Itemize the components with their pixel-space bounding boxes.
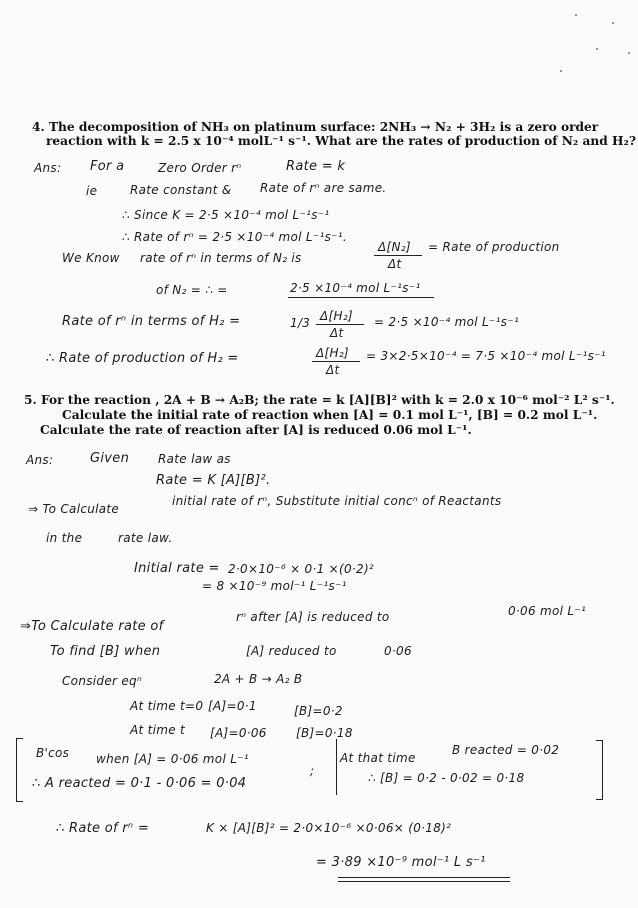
ans4-rate-terms-n2: rate of rⁿ in terms of N₂ is — [140, 251, 302, 265]
ans5-tt-a: [A]=0·06 — [210, 726, 267, 740]
ans4-rate-constant: Rate constant & — [130, 183, 232, 197]
result-underline — [288, 297, 434, 298]
ans5-to-calc-rate: ⇒To Calculate rate of — [20, 619, 164, 634]
ans5-0-06-mol: 0·06 mol L⁻¹ — [508, 604, 587, 618]
ans4-delta-t-3: Δt — [326, 363, 340, 377]
ans5-final-rate-expr: K × [A][B]² = 2·0×10⁻⁶ ×0·06× (0·18)² — [206, 821, 452, 835]
ans5-to-calculate: ⇒ To Calculate — [28, 502, 120, 516]
ans4-h2-rate: = 2·5 ×10⁻⁴ mol L⁻¹s⁻¹ — [374, 315, 520, 329]
box-at-that-time: At that time — [340, 751, 416, 765]
result-underline — [338, 881, 510, 882]
ans5-t0-a: [A]=0·1 — [208, 699, 257, 713]
q4-line-1: 4. The decomposition of NH₃ on platinum surface: 2NH₃ → N₂ + 3H₂ is a zero order — [32, 120, 599, 134]
fraction-bar — [316, 324, 364, 325]
ans5-initial-rate-result: = 8 ×10⁻⁹ mol⁻¹ L⁻¹s⁻¹ — [202, 579, 347, 593]
q5-line-2: Calculate the initial rate of reaction when [A] = 0.1 mol L⁻¹, [B] = 0.2 mol L⁻¹. — [62, 408, 598, 422]
box-separator: ; — [310, 764, 315, 778]
ans5-a-reduced-to: [A] reduced to — [246, 644, 337, 658]
ans4-production-h2: ∴ Rate of production of H₂ = — [46, 351, 239, 366]
ans5-tt-label: At time t — [130, 723, 186, 737]
ans4-same: Rate of rⁿ are same. — [260, 181, 387, 195]
speck-dot — [575, 14, 577, 16]
ans5-substitute: initial rate of rⁿ, Substitute initial concⁿ of Reactants — [172, 494, 502, 508]
ans4-delta-n2: Δ[N₂] — [378, 240, 411, 254]
ans4-rate-eq-k: Rate = k — [286, 159, 346, 174]
ans5-in-the: in the — [46, 531, 83, 545]
ans5-rate-law: rate law. — [118, 531, 173, 545]
speck-dot — [612, 22, 614, 24]
ans5-t0-b: [B]=0·2 — [294, 704, 343, 718]
ans5-0-06: 0·06 — [384, 644, 412, 658]
ans4-n2-result: 2·5 ×10⁻⁴ mol L⁻¹s⁻¹ — [290, 281, 421, 295]
ans4-rate-of-production: = Rate of production — [428, 240, 560, 254]
box-b-reacted: B reacted = 0·02 — [452, 743, 560, 757]
ans5-given: Given — [90, 451, 130, 466]
speck-dot — [596, 48, 598, 50]
ans5-rate-equation: Rate = K [A][B]². — [156, 473, 271, 488]
ans4-label: Ans: — [34, 161, 62, 175]
ans4-since-k: ∴ Since K = 2·5 ×10⁻⁴ mol L⁻¹s⁻¹ — [122, 208, 330, 222]
ans5-consider-eqn: Consider eqⁿ — [62, 674, 143, 688]
result-underline — [338, 877, 510, 878]
ans5-label: Ans: — [26, 453, 54, 467]
ans5-tt-b: [B]=0·18 — [296, 726, 353, 740]
ans4-of-n2: of N₂ = ∴ = — [156, 283, 228, 297]
ans4-delta-t: Δt — [388, 257, 402, 271]
ans5-initial-rate-expr: 2·0×10⁻⁶ × 0·1 ×(0·2)² — [228, 562, 375, 576]
ans4-ie: ie — [86, 184, 98, 198]
ans4-h2-result: = 3×2·5×10⁻⁴ = 7·5 ×10⁻⁴ mol L⁻¹s⁻¹ — [366, 349, 606, 363]
box-b-value: ∴ [B] = 0·2 - 0·02 = 0·18 — [368, 771, 525, 785]
ans5-equation: 2A + B → A₂ B — [214, 672, 303, 686]
q4-line-2: reaction with k = 2.5 x 10⁻⁴ molL⁻¹ s⁻¹. What are the rates of production of N₂ and H₂? — [46, 134, 637, 148]
ans4-rate-value: ∴ Rate of rⁿ = 2·5 ×10⁻⁴ mol L⁻¹s⁻¹. — [122, 230, 348, 244]
left-bracket — [16, 738, 23, 802]
speck-dot — [560, 70, 562, 72]
q5-line-1: 5. For the reaction , 2A + B → A₂B; the rate = k [A][B]² with k = 2.0 x 10⁻⁶ mol⁻² L² s⁻¹. — [24, 393, 615, 407]
box-divider — [336, 739, 337, 795]
ans4-delta-t-2: Δt — [330, 326, 344, 340]
ans5-to-find-b: To find [B] when — [50, 644, 161, 659]
ans5-after-a-reduced: rⁿ after [A] is reduced to — [236, 610, 390, 624]
q5-line-3: Calculate the rate of reaction after [A] is reduced 0.06 mol L⁻¹. — [40, 423, 472, 437]
box-because: B'cos — [36, 746, 70, 760]
ans4-delta-h2-b: Δ[H₂] — [316, 346, 349, 360]
fraction-bar — [312, 361, 360, 362]
box-a-reacted: ∴ A reacted = 0·1 - 0·06 = 0·04 — [32, 776, 247, 791]
ans5-initial-rate-label: Initial rate = — [134, 561, 220, 576]
ans4-rate-terms-h2: Rate of rⁿ in terms of H₂ = — [62, 314, 241, 329]
ans5-t0-label: At time t=0 — [130, 699, 204, 713]
ans4-we-know: We Know — [62, 251, 120, 265]
ans5-final-rate-label: ∴ Rate of rⁿ = — [56, 821, 150, 836]
box-when-a: when [A] = 0·06 mol L⁻¹ — [96, 752, 249, 766]
ans5-final-result: = 3·89 ×10⁻⁹ mol⁻¹ L s⁻¹ — [316, 855, 486, 870]
ans4-delta-h2: Δ[H₂] — [320, 309, 353, 323]
ans5-rate-law-as: Rate law as — [158, 452, 231, 466]
ans4-for-a: For a — [90, 159, 125, 174]
right-bracket — [596, 740, 603, 800]
ans4-zero-order: Zero Order rⁿ — [158, 161, 242, 175]
speck-dot — [628, 52, 630, 54]
ans4-one-third: 1/3 — [290, 316, 311, 330]
fraction-bar — [374, 255, 422, 256]
